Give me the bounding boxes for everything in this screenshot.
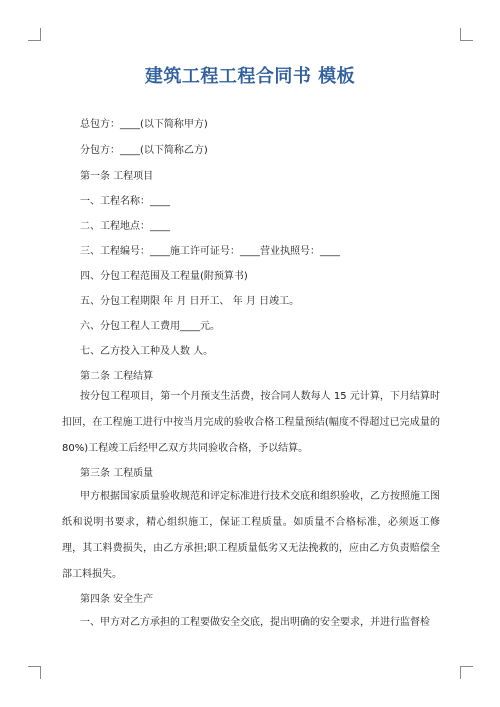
settlement-paragraph: 按分包工程项目，第一个月预支生活费，按合同人数每人 15 元计算，下月结算时扣回，在工程施工进行中按当月完成的验收合格工程量预结(幅度不得超过已完成量的 80%)工程竣工后经甲乙双方共同验收合格，予以结算。: [62, 391, 440, 454]
project-location-line: 二、工程地点：____: [80, 221, 170, 232]
document-title: 建筑工程工程合同书 模板: [144, 66, 356, 87]
project-name-line: 一、工程名称：____: [80, 196, 170, 207]
workforce-line: 七、乙方投入工种及人数 人。: [80, 346, 214, 357]
scope-line: 四、分包工程范围及工程量(附预算书): [80, 271, 248, 282]
crop-mark-top-left: [28, 28, 41, 41]
labor-cost-line: 六、分包工程人工费用____元。: [80, 321, 220, 332]
safety-paragraph: 一、甲方对乙方承担的工程要做安全交底，提出明确的安全要求，并进行监督检: [80, 617, 430, 628]
article-4-heading: 第四条 安全生产: [80, 594, 154, 605]
article-2-heading: 第二条 工程结算: [80, 371, 154, 382]
crop-mark-bottom-right: [460, 666, 473, 679]
article-1-heading: 第一条 工程项目: [80, 171, 154, 182]
quality-paragraph: 甲方根据国家质量验收规范和评定标准进行技术交底和组织验收，乙方按照施工图纸和说明书要求，精心组织施工，保证工程质量。如质量不合格标准，必须返工修理，其工料费损失，由乙方承担;职工程质量低劣又无法挽救的，应由乙方负责赔偿全部工料损失。: [62, 491, 440, 580]
duration-line: 五、分包工程期限 年 月 日开工、 年 月 日竣工。: [80, 296, 300, 307]
article-3-heading: 第三条 工程质量: [80, 468, 154, 479]
project-number-line: 三、工程编号：____施工许可证号：____营业执照号：____: [80, 246, 340, 257]
crop-mark-top-right: [460, 28, 473, 41]
crop-mark-bottom-left: [28, 666, 41, 679]
subcontractor-line: 分包方：____(以下简称乙方): [80, 145, 208, 156]
general-contractor-line: 总包方：____(以下简称甲方): [80, 119, 208, 130]
